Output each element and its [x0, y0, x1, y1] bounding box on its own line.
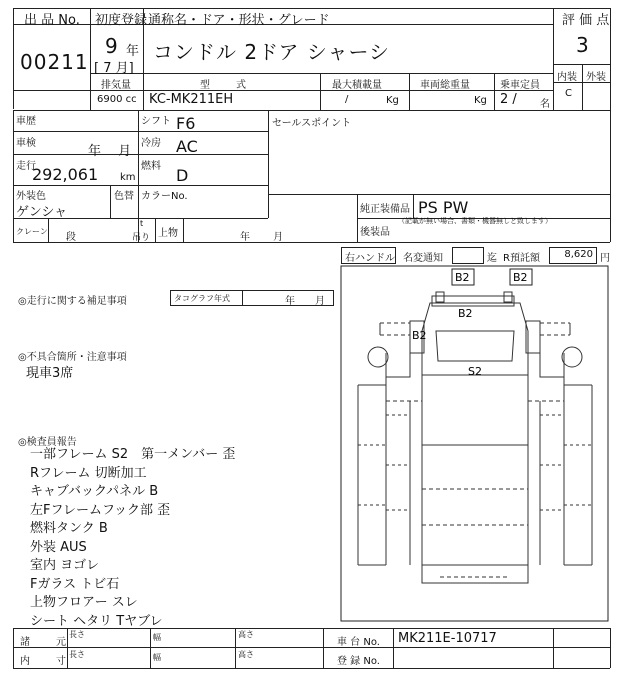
- color-value: ゲンシャ: [16, 205, 68, 220]
- crane-stage: 段: [66, 232, 76, 243]
- damage-mark: B2: [412, 329, 427, 342]
- chassis-number-label: 車 台 No.: [337, 637, 380, 648]
- color-label: 外装色: [16, 191, 46, 202]
- name-change-label: 名変通知: [403, 253, 443, 264]
- exterior-grade-label: 外装: [586, 72, 606, 83]
- first-registration-label: 初度登録: [95, 13, 148, 28]
- damage-mark: B2: [513, 271, 528, 284]
- height-label: 高さ: [238, 650, 254, 659]
- mileage-value: 292,061: [32, 165, 99, 184]
- equipment-value: PS PW: [418, 198, 469, 217]
- vehicle-name-label: 通称名・ドア・形状・グレード: [148, 13, 330, 28]
- color-code-label: カラーNo.: [141, 191, 188, 202]
- steering-box: [341, 247, 396, 264]
- truck-damage-diagram: [340, 265, 610, 623]
- report-item: キャブバックパネル B: [30, 484, 159, 499]
- driving-notes-label: ◎走行に関する補足事項: [18, 296, 127, 307]
- crane-lift: 吊り: [132, 233, 151, 243]
- max-load-value: /: [345, 94, 349, 105]
- score-label: 評 価 点: [562, 13, 610, 28]
- year-unit: 年: [126, 44, 140, 59]
- damage-mark: B2: [458, 307, 473, 320]
- tachograph-divider: [242, 290, 243, 306]
- capacity-unit: 名: [540, 99, 550, 110]
- chassis-number: MK211E-10717: [398, 631, 497, 646]
- report-item: 外装 AUS: [30, 539, 87, 555]
- interior-grade: C: [565, 88, 572, 99]
- max-load-unit: Kg: [386, 95, 399, 106]
- inspection-value: 年 月: [88, 144, 132, 159]
- upper-body-year: 年 月: [240, 232, 284, 243]
- upper-body-label: 上物: [158, 228, 178, 239]
- model-value: KC-MK211EH: [149, 92, 234, 107]
- report-item: 一部フレーム S2 第一メンバー 歪: [30, 447, 236, 462]
- report-item: 左Fフレームフック部 歪: [30, 502, 171, 518]
- length-label: 長さ: [69, 650, 85, 659]
- crane-label: クレーン: [16, 227, 48, 236]
- defect-item: 現車3席: [26, 366, 74, 381]
- until-label: 迄: [487, 253, 497, 264]
- capacity-label: 乗車定員: [500, 80, 540, 91]
- gross-weight-label: 車両総重量: [420, 80, 470, 91]
- report-item: 燃料タンク B: [30, 521, 108, 536]
- diagram-border: [341, 266, 608, 621]
- length-label: 長さ: [69, 630, 85, 639]
- interior-grade-label: 内装: [557, 72, 577, 83]
- steering-value: 右ハンドル: [345, 253, 395, 264]
- history-label: 車歴: [16, 116, 36, 127]
- score-value: 3: [576, 33, 589, 57]
- recycle-deposit-box: [549, 247, 597, 264]
- aftermarket-note: （記載が無い場合、書類・機器無しと致します）: [398, 217, 552, 225]
- crane-ton-unit: t: [140, 219, 144, 228]
- inspector-report-label: ◎検査員報告: [18, 437, 77, 448]
- sales-points-label: セールスポイント: [272, 118, 352, 129]
- lot-number-label: 出 品 No.: [24, 13, 80, 28]
- report-item: Rフレーム 切断加工: [30, 465, 147, 481]
- lot-number: 00211: [20, 50, 89, 74]
- yen-unit: 円: [600, 253, 610, 264]
- shift-label: シフト: [141, 116, 171, 127]
- model-label: 型 式: [200, 80, 248, 91]
- inspector-report-list: [30, 446, 235, 631]
- capacity-value: 2 /: [500, 92, 517, 107]
- color-change-label: 色替: [114, 191, 134, 202]
- first-registration-year: 9: [105, 34, 118, 58]
- registration-number-label: 登 録 No.: [337, 656, 380, 667]
- vehicle-name: コンドル 2ドア シャーシ: [153, 40, 391, 64]
- fuel-value: D: [176, 166, 189, 185]
- width-label: 幅: [153, 653, 161, 662]
- shift-value: F6: [176, 114, 196, 133]
- height-label: 高さ: [238, 630, 254, 639]
- damage-mark: S2: [468, 365, 482, 378]
- interior-dimensions-label: 内 寸: [20, 656, 68, 667]
- damage-mark: B2: [455, 271, 470, 284]
- name-change-box: [452, 247, 484, 264]
- width-label: 幅: [153, 633, 161, 642]
- gross-weight-unit: Kg: [474, 95, 487, 106]
- ac-label: 冷房: [141, 138, 161, 149]
- dimensions-label: 諸 元: [20, 637, 68, 648]
- recycle-deposit-label: R預託額: [503, 253, 540, 264]
- report-item: 室内 ヨゴレ: [30, 558, 100, 573]
- defects-label: ◎不具合箇所・注意事項: [18, 352, 127, 363]
- mileage-unit: km: [120, 172, 136, 183]
- report-item: Fガラス トビ石: [30, 576, 120, 592]
- inspection-label: 車検: [16, 138, 36, 149]
- tachograph-year: 年 月: [285, 296, 325, 307]
- truck-outline: [358, 292, 592, 583]
- report-item: 上物フロアー スレ: [30, 595, 138, 610]
- recycle-deposit-amount: 8,620: [564, 249, 593, 260]
- fuel-label: 燃料: [141, 161, 161, 172]
- report-item: シート ヘタリ Tヤブレ: [30, 613, 163, 629]
- displacement-label: 排気量: [101, 80, 131, 91]
- mileage-label: 走行: [16, 161, 36, 172]
- max-load-label: 最大積載量: [332, 80, 382, 91]
- aftermarket-label: 後装品: [360, 227, 390, 238]
- first-registration-month: [ 7 月]: [94, 61, 134, 76]
- displacement-value: 6900 cc: [97, 94, 137, 105]
- equipment-label: 純正装備品: [360, 204, 410, 215]
- tachograph-label: タコグラフ年式: [174, 294, 230, 303]
- ac-value: AC: [176, 137, 198, 156]
